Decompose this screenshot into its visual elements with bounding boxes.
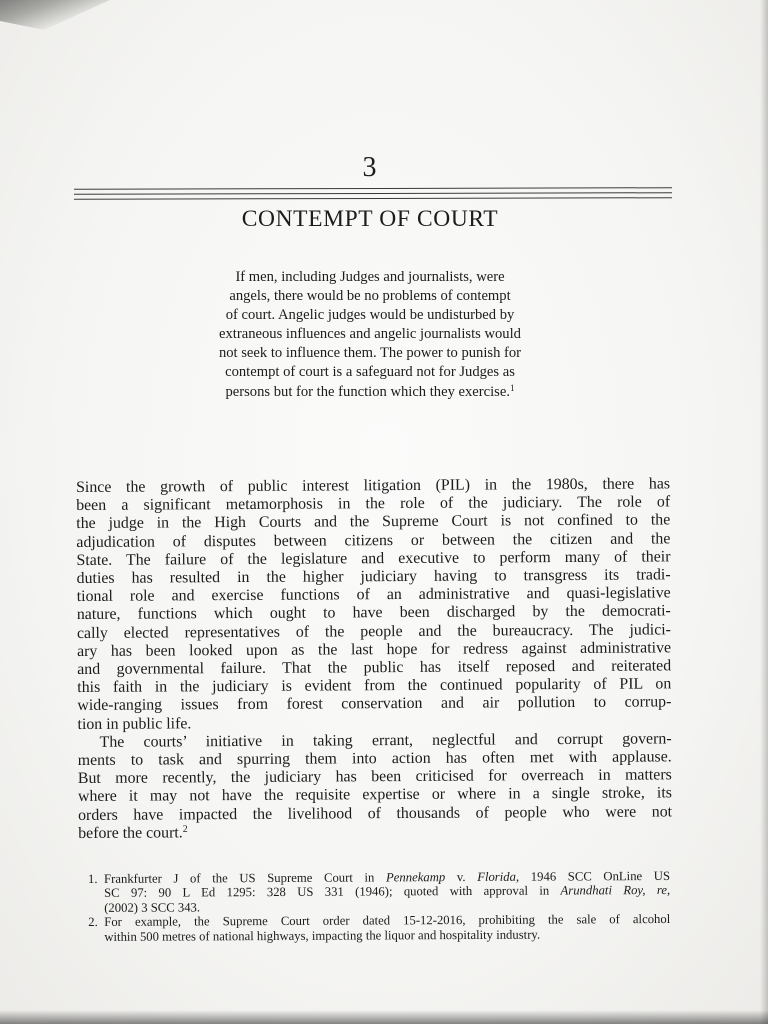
- body-line: But more recently, the judiciary has been criticised for overreach in matters: [77, 766, 672, 788]
- body-line: orders have impacted the livelihood of thousands of people who were not: [78, 803, 673, 824]
- epigraph: [170, 268, 570, 402]
- body-line: The courts’ initiative in taking errant, neglectful and corrupt govern-: [99, 730, 672, 751]
- body-line-text: before the court.: [78, 824, 183, 842]
- body-line: tional role and exercise functions of an administrative and quasi-legislative: [76, 584, 671, 606]
- epigraph-line: angels, there would be no problems of contempt: [229, 288, 511, 305]
- epigraph-line: extraneous influences and angelic journalists would: [219, 326, 521, 343]
- body-line: duties has resulted in the higher judiciary having to transgress its tradi-: [76, 566, 671, 588]
- body-line: ary has been looked upon as the last hope for redress against administrative: [77, 639, 672, 660]
- paragraph-2: [78, 730, 673, 843]
- chapter-rule-middle: [74, 192, 672, 195]
- body-line: nature, functions which ought to have been discharged by the democrati-: [76, 602, 671, 624]
- footnote-line: within 500 metres of national highways, impacting the liquor and hospitality industry.: [104, 927, 541, 944]
- footnotes: [88, 869, 670, 944]
- footnote-text: v.: [445, 869, 478, 885]
- body-line: where it may not have the requisite expertise or where in a single stroke, its: [77, 784, 672, 806]
- epigraph-line: of court. Angelic judges would be undisturbed by: [225, 307, 515, 324]
- epigraph-line-last: [170, 383, 570, 402]
- footnote-text: ,: [666, 883, 671, 898]
- page-bottom-edge: [0, 1010, 768, 1024]
- footnote-text: SC 97: 90 L Ed 1295: 328 US 331 (1946); quoted with approval in: [104, 883, 561, 901]
- body-line: State. The failure of the legislature and executive to perform many of their: [76, 548, 671, 569]
- footnote-text: , 1946 SCC OnLine US: [515, 868, 671, 884]
- footnote-line: [104, 883, 670, 900]
- footnote-line: (2002) 3 SCC 343.: [104, 900, 201, 915]
- body-line: tion in public life.: [77, 714, 192, 733]
- body-line: ments to task and spurring them into action has often met with applause.: [77, 748, 672, 770]
- case-name-italic: Arundhati Roy, re: [560, 883, 667, 898]
- footnote-text: Frankfurter J of the US Supreme Court in: [103, 870, 387, 886]
- body-line: Since the growth of public interest litigation (PIL) in the 1980s, there has: [76, 475, 671, 496]
- epigraph-line: not seek to influence them. The power to punish for: [218, 345, 522, 362]
- chapter-rule-bottom: [74, 197, 672, 200]
- body-line: the judge in the High Courts and the Supreme Court is not confined to the: [76, 511, 671, 533]
- chapter-number: 3: [362, 152, 378, 183]
- body-line: cally elected representatives of the people and the bureaucracy. The judici-: [76, 620, 671, 642]
- body-line: adjudication of disputes between citizens or between the citizen and the: [76, 529, 671, 551]
- chapter-title: CONTEMPT OF COURT: [241, 206, 499, 232]
- footnote-line: For example, the Supreme Court order dated 15-12-2016, prohibiting the sale of alcohol: [104, 912, 671, 930]
- page-corner-shadow: [0, 0, 110, 30]
- body-line: been a significant metamorphosis in the role of the judiciary. The role of: [76, 493, 671, 515]
- footnote-number: 1.: [88, 871, 98, 886]
- footnote-ref-1: 1: [509, 382, 515, 393]
- body-text: [76, 475, 672, 843]
- epigraph-line: If men, including Judges and journalists, were: [235, 269, 505, 285]
- epigraph-line-text: persons but for the function which they exercise.: [225, 383, 510, 400]
- paragraph-1: [76, 475, 672, 733]
- chapter-rule-top: [74, 187, 672, 190]
- body-line: this faith in the judiciary is evident from the continued popularity of PIL on: [77, 675, 672, 697]
- case-name-italic: Pennekamp: [385, 870, 446, 885]
- page-right-edge: [760, 0, 768, 1024]
- case-name-italic: Florida: [477, 869, 516, 884]
- body-line: wide-ranging issues from forest conservation and air pollution to corrup-: [77, 693, 672, 715]
- footnote-1: [88, 869, 670, 915]
- footnote-number: 2.: [88, 915, 98, 930]
- body-line-last: [78, 821, 672, 843]
- footnote-ref-2: 2: [182, 823, 188, 835]
- epigraph-line: contempt of court is a safeguard not for Judges as: [225, 364, 515, 381]
- footnote-2: [88, 912, 670, 944]
- body-line: and governmental failure. That the public has itself reposed and reiterated: [77, 657, 672, 679]
